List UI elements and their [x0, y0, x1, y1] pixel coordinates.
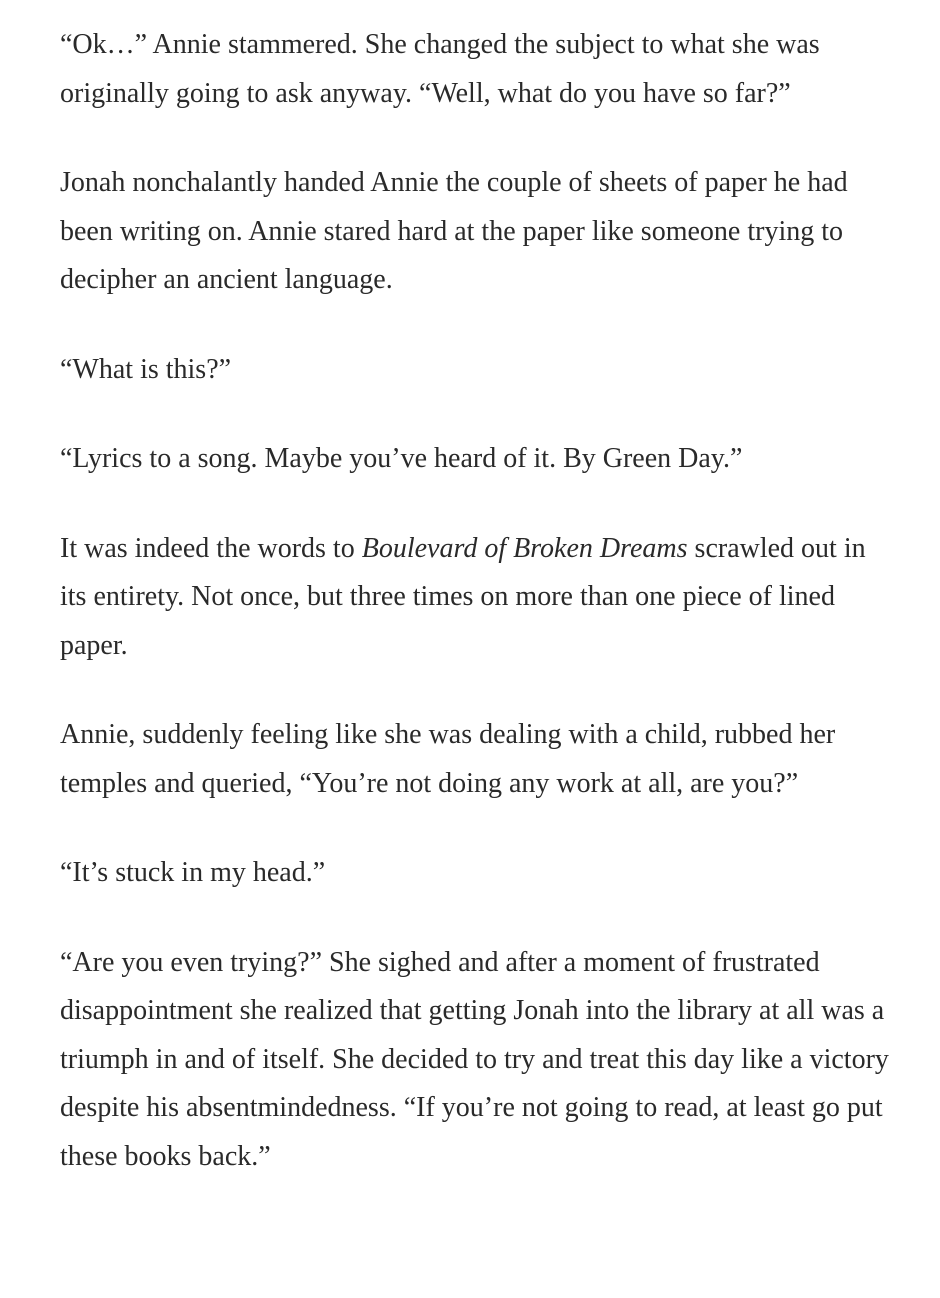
story-text: [60, 21, 890, 1181]
paragraph: “Are you even trying?” She sighed and after a moment of frustrated disappointment she realized that getting Jonah into the library at all was a triumph in and of itself. She decided to try and treat this day like a victory despite his absentmindedness. “If you’re not going to read, at least go put these books back.”: [60, 946, 889, 1172]
song-title: Boulevard of Broken Dreams: [361, 532, 688, 564]
paragraph: Annie, suddenly feeling like she was dealing with a child, rubbed her temples and queried, “You’re not doing any work at all, are you?”: [60, 719, 836, 799]
paragraph: Jonah nonchalantly handed Annie the couple of sheets of paper he had been writing on. Annie stared hard at the paper like someone trying to decipher an ancient language.: [60, 167, 848, 295]
paragraph-text: It was indeed the words to: [60, 532, 362, 564]
paragraph: “Lyrics to a song. Maybe you’ve heard of it. By Green Day.”: [60, 443, 743, 474]
paragraph-text: scrawled out in its entirety. Not once, but three times on more than one piece of lined paper.: [60, 532, 866, 661]
paragraph: “Ok…” Annie stammered. She changed the subject to what she was originally going to ask anyway. “Well, what do you have so far?”: [60, 29, 820, 109]
paragraph: “It’s stuck in my head.”: [60, 857, 326, 888]
paragraph: “What is this?”: [60, 353, 232, 385]
paragraph: [60, 525, 890, 671]
